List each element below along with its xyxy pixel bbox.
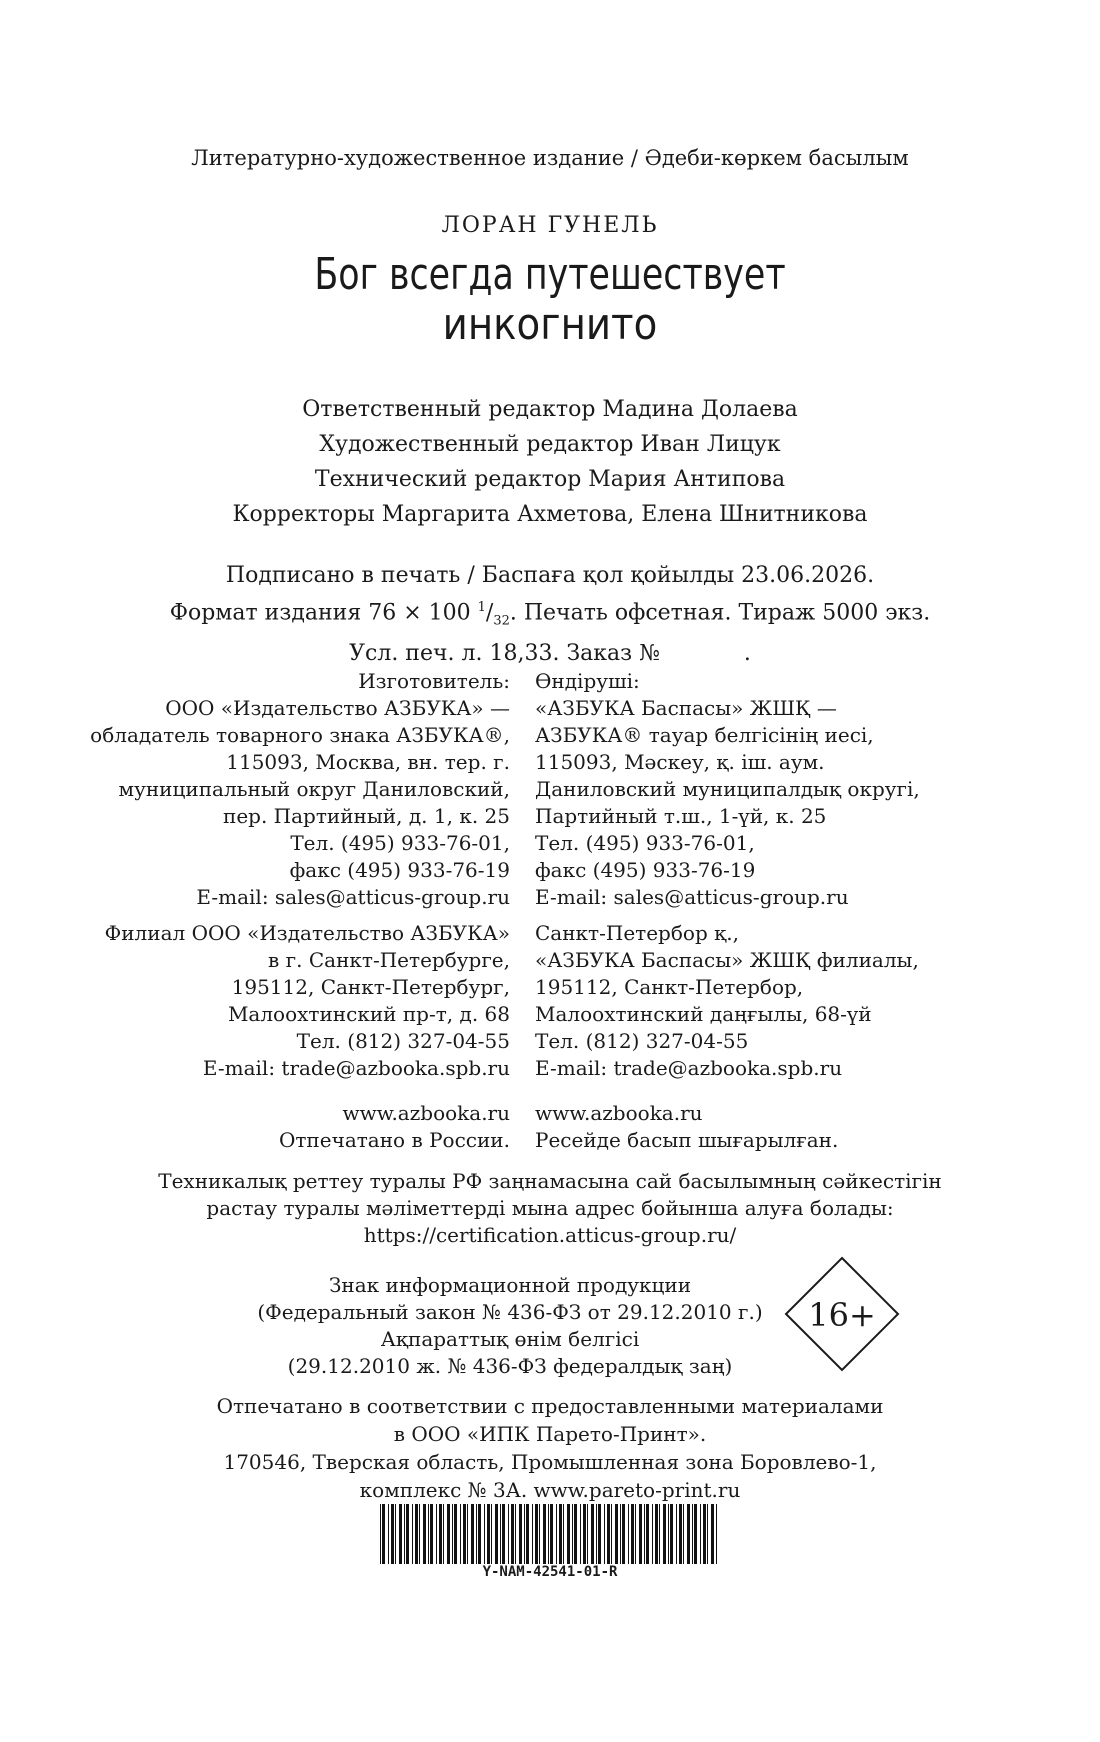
- barcode-bar: [700, 1504, 701, 1564]
- print-sheets-order: Усл. печ. л. 18,33. Заказ № .: [349, 640, 751, 666]
- info-sign-line: Ақпараттық өнім белгісі: [380, 1327, 640, 1351]
- barcode-bar: [639, 1504, 642, 1564]
- branch-ru-line: Тел. (812) 327-04-55: [296, 1029, 510, 1053]
- barcode-bar: [580, 1504, 581, 1564]
- info-sign-line: Знак информационной продукции: [328, 1273, 692, 1297]
- manufacturer-ru-line: Тел. (495) 933-76-01,: [290, 831, 510, 855]
- barcode-bar: [430, 1504, 433, 1564]
- barcode-bar: [460, 1504, 461, 1564]
- barcode-bar: [676, 1504, 677, 1564]
- format-slash: /: [485, 600, 494, 626]
- barcode-bar: [463, 1504, 466, 1564]
- barcode-bar: [532, 1504, 533, 1564]
- barcode-bar: [646, 1504, 649, 1564]
- barcode-bar: [382, 1504, 385, 1564]
- barcode-bar: [452, 1504, 453, 1564]
- branch-ru-line: E-mail: trade@azbooka.spb.ru: [202, 1056, 510, 1080]
- printed-by-block: [0, 1392, 1100, 1504]
- barcode-bar: [419, 1504, 420, 1564]
- branch-kz-line: «АЗБУКА Баспасы» ЖШҚ филиалы,: [535, 948, 919, 972]
- printed-by-line: комплекс № 3А. www.pareto-print.ru: [359, 1478, 741, 1502]
- barcode-bar: [587, 1504, 588, 1564]
- branch-kz-line: 195112, Санкт-Петербор,: [535, 975, 804, 999]
- certification-line: растау туралы мәліметтерді мына адрес бойынша алуға болады:: [206, 1196, 894, 1220]
- certification-block: [0, 1168, 1100, 1249]
- manufacturer-kz-line: АЗБУКА® тауар белгісінің иесі,: [535, 723, 874, 747]
- barcode-bar: [380, 1504, 381, 1564]
- barcode-bar: [716, 1504, 717, 1564]
- barcode-bar: [539, 1504, 540, 1564]
- barcode-bar: [556, 1504, 557, 1564]
- barcode-bar: [395, 1504, 396, 1564]
- barcode-bar: [535, 1504, 538, 1564]
- format-prefix: Формат издания 76 × 100: [169, 600, 478, 626]
- editor-line: Ответственный редактор Мадина Долаева: [302, 397, 798, 422]
- barcode-bar: [622, 1504, 625, 1564]
- branch-ru-line: Малоохтинский пр-т, д. 68: [227, 1002, 510, 1026]
- manufacturer-kz-line: Партийный т.ш., 1-үй, к. 25: [535, 804, 827, 828]
- barcode-bar: [391, 1504, 394, 1564]
- barcode-bar: [524, 1504, 525, 1564]
- barcode-bar: [659, 1504, 660, 1564]
- barcode-bar: [703, 1504, 706, 1564]
- branch-kz-line: Тел. (812) 327-04-55: [535, 1029, 749, 1053]
- manufacturer-ru-line: ООО «Издательство АЗБУКА» —: [165, 696, 510, 720]
- branch-kz-line: Санкт-Петербор қ.,: [535, 921, 739, 945]
- manufacturer-kz-line: факс (495) 933-76-19: [535, 858, 756, 882]
- info-sign-line: (29.12.2010 ж. № 436-ФЗ федералдық заң): [287, 1354, 733, 1378]
- branch-ru-line: Филиал ООО «Издательство АЗБУКА»: [104, 921, 510, 945]
- barcode-bar: [604, 1504, 605, 1564]
- manufacturer-kz-line: Өндіруші:: [535, 669, 640, 693]
- barcode-bar: [607, 1504, 610, 1564]
- barcode-bar: [436, 1504, 437, 1564]
- editor-line: Художественный редактор Иван Лицук: [319, 432, 781, 457]
- author-name: ЛОРАН ГУНЕЛЬ: [441, 213, 659, 238]
- manufacturer-ru-line: факс (495) 933-76-19: [289, 858, 510, 882]
- barcode-bar: [508, 1504, 509, 1564]
- barcode-bar: [687, 1504, 690, 1564]
- barcode-bar: [388, 1504, 389, 1564]
- barcode-bar: [484, 1504, 485, 1564]
- barcode-bar: [563, 1504, 564, 1564]
- barcode-bar: [443, 1504, 444, 1564]
- info-sign-line: (Федеральный закон № 436-ФЗ от 29.12.2010 г.): [257, 1300, 763, 1324]
- barcode-bar: [615, 1504, 618, 1564]
- manufacturer-kz-line: Даниловский муниципалдық округі,: [535, 777, 920, 801]
- age-rating-text: 16+: [808, 1296, 876, 1334]
- barcode-bar: [487, 1504, 490, 1564]
- manufacturer-ru-line: Изготовитель:: [358, 669, 510, 693]
- barcode-bar: [694, 1504, 697, 1564]
- barcode-bar: [550, 1504, 553, 1564]
- manufacturer-kz-line: E-mail: sales@atticus-group.ru: [535, 885, 849, 909]
- manufacturer-kz-line: Тел. (495) 933-76-01,: [535, 831, 755, 855]
- barcode-bar: [491, 1504, 492, 1564]
- barcode-bar: [583, 1504, 586, 1564]
- edition-type: Литературно-художественное издание / Әдеби-көркем басылым: [191, 146, 909, 170]
- printed-by-line: в ООО «ИПК Парето-Принт».: [393, 1422, 707, 1446]
- barcode-bar: [447, 1504, 450, 1564]
- barcode-bar: [399, 1504, 402, 1564]
- barcode-bar: [515, 1504, 516, 1564]
- barcode-bar: [559, 1504, 562, 1564]
- website-ru: www.azbooka.ru: [342, 1101, 510, 1125]
- publication-info: [0, 560, 1100, 670]
- age-rating-badge: [784, 1256, 900, 1372]
- branch-ru: [105, 920, 510, 1082]
- format-suffix: . Печать офсетная. Тираж 5000 экз.: [509, 600, 931, 626]
- barcode-bar: [502, 1504, 505, 1564]
- manufacturer-ru-line: E-mail: sales@atticus-group.ru: [196, 885, 510, 909]
- manufacturer-ru-line: пер. Партийный, д. 1, к. 25: [222, 804, 510, 828]
- book-title-line2: инкогнито: [442, 299, 658, 350]
- barcode-bar: [652, 1504, 653, 1564]
- manufacturer-ru-line: муниципальный округ Даниловский,: [118, 777, 510, 801]
- info-product-sign: [250, 1272, 770, 1380]
- barcode-bar: [707, 1504, 708, 1564]
- barcode-bar: [574, 1504, 577, 1564]
- certification-url: https://certification.atticus-group.ru/: [363, 1223, 737, 1247]
- printed-in-kz: Ресейде басып шығарылған.: [535, 1128, 839, 1152]
- manufacturer-ru-line: обладатель товарного знака АЗБУКА®,: [90, 723, 510, 747]
- manufacturer-kz-line: «АЗБУКА Баспасы» ЖШҚ —: [535, 696, 837, 720]
- barcode-bar: [500, 1504, 501, 1564]
- branch-kz: [535, 920, 919, 1082]
- barcode-bar: [692, 1504, 693, 1564]
- barcode-bar: [668, 1504, 669, 1564]
- footer-ru: [279, 1100, 510, 1154]
- barcode-bar: [415, 1504, 418, 1564]
- barcode-bar: [679, 1504, 682, 1564]
- branch-ru-line: в г. Санкт-Петербурге,: [268, 948, 510, 972]
- editor-line: Корректоры Маргарита Ахметова, Елена Шнитникова: [232, 502, 868, 527]
- barcode-bar: [631, 1504, 634, 1564]
- barcode-bar: [406, 1504, 409, 1564]
- barcode-bar: [620, 1504, 621, 1564]
- format-line: [0, 592, 1100, 638]
- barcode-bar: [495, 1504, 498, 1564]
- printed-by-line: 170546, Тверская область, Промышленная зона Боровлево-1,: [223, 1450, 877, 1474]
- barcode-bar: [644, 1504, 645, 1564]
- footer-kz: [535, 1100, 838, 1154]
- barcode-bar: [598, 1504, 601, 1564]
- barcode-bar: [611, 1504, 612, 1564]
- branch-kz-line: E-mail: trade@azbooka.spb.ru: [535, 1056, 843, 1080]
- branch-kz-line: Малоохтинский даңғылы, 68-үй: [535, 1002, 872, 1026]
- barcode-bar: [683, 1504, 684, 1564]
- barcode: [380, 1504, 720, 1564]
- website-kz: www.azbooka.ru: [535, 1101, 703, 1125]
- barcode-bar: [471, 1504, 474, 1564]
- barcode-bar: [548, 1504, 549, 1564]
- barcode-bar: [519, 1504, 522, 1564]
- editors-block: [0, 392, 1100, 532]
- manufacturer-kz: [535, 668, 920, 911]
- barcode-bar: [635, 1504, 636, 1564]
- barcode-bar: [670, 1504, 673, 1564]
- branch-ru-line: 195112, Санкт-Петербург,: [231, 975, 510, 999]
- barcode-bar: [596, 1504, 597, 1564]
- barcode-bar: [567, 1504, 570, 1564]
- barcode-bar: [628, 1504, 629, 1564]
- barcode-bar: [478, 1504, 481, 1564]
- barcode-bar: [572, 1504, 573, 1564]
- barcode-bar: [412, 1504, 413, 1564]
- manufacturer-kz-line: 115093, Мәскеу, қ. іш. аум.: [535, 750, 825, 774]
- barcode-bar: [423, 1504, 426, 1564]
- manufacturer-ru: [90, 668, 510, 911]
- barcode-bar: [404, 1504, 405, 1564]
- barcode-bar: [428, 1504, 429, 1564]
- barcode-bar: [511, 1504, 514, 1564]
- barcode-bar: [526, 1504, 529, 1564]
- certification-line: Техникалық реттеу туралы РФ заңнамасына сай басылымның сәйкестігін: [158, 1169, 942, 1193]
- barcode-bar: [439, 1504, 442, 1564]
- barcode-bar: [711, 1504, 714, 1564]
- format-denominator: 32: [493, 613, 510, 629]
- barcode-bar: [476, 1504, 477, 1564]
- barcode-bar: [543, 1504, 546, 1564]
- editor-line: Технический редактор Мария Антипова: [314, 467, 786, 492]
- book-title-line1: Бог всегда путешествует: [314, 249, 786, 300]
- printed-in-ru: Отпечатано в России.: [278, 1128, 510, 1152]
- barcode-bar: [467, 1504, 468, 1564]
- barcode-bar: [454, 1504, 457, 1564]
- format-numerator: 1: [477, 600, 486, 615]
- manufacturer-ru-line: 115093, Москва, вн. тер. г.: [226, 750, 510, 774]
- signed-date: Подписано в печать / Баспаға қол қойылды 23.06.2026.: [225, 563, 875, 588]
- printed-by-line: Отпечатано в соответствии с предоставленными материалами: [216, 1394, 884, 1418]
- barcode-bar: [591, 1504, 594, 1564]
- barcode-bar: [663, 1504, 666, 1564]
- barcode-label: Y-NAM-42541-01-R: [482, 1564, 618, 1580]
- barcode-bar: [655, 1504, 658, 1564]
